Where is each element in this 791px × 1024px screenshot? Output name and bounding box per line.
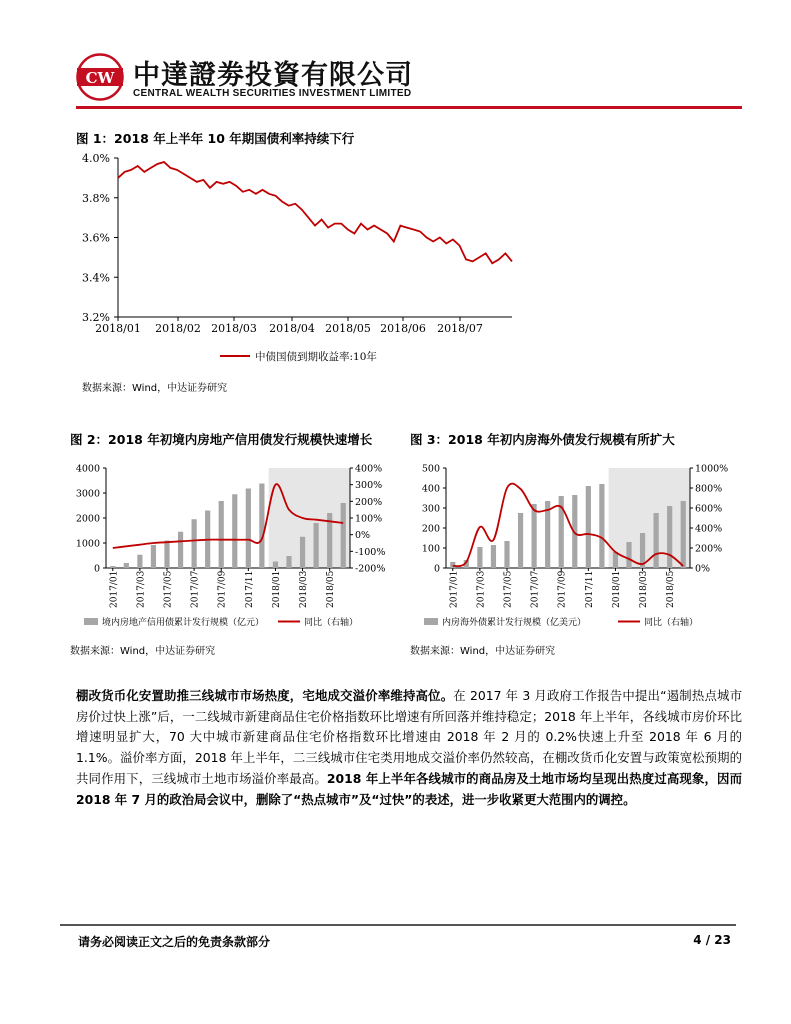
bar (286, 556, 291, 568)
legend-bar-swatch (84, 618, 98, 625)
bar (532, 504, 537, 568)
bar (259, 484, 264, 569)
right-tick-label: 200% (355, 496, 383, 508)
x-tick-label: 2017/05 (503, 570, 514, 608)
logo-text: CW (85, 69, 115, 87)
left-tick-label: 400 (421, 483, 440, 495)
right-tick-label: 600% (695, 503, 723, 515)
paragraph-conclusion: 2018 年上半年各线城市的商品房及土地市场均呈现出热度过高现象，因而 2018 年 7 月的政治局会议中，删除了“热点城市”及“过快”的表述，进一步收紧更大范围内的调控。 (76, 770, 742, 807)
bar (667, 506, 672, 568)
bar (681, 501, 686, 568)
shaded-region (269, 468, 350, 568)
y-tick-label: 3.2% (82, 311, 110, 324)
right-tick-label: 800% (695, 483, 723, 495)
figure2-title: 图 2：2018 年初境内房地产信用债发行规模快速增长 (70, 432, 373, 447)
right-tick-label: 1000% (695, 463, 729, 475)
bar (654, 513, 659, 568)
left-tick-label: 0 (93, 563, 100, 575)
bar (504, 541, 509, 568)
left-tick-label: 300 (421, 503, 440, 515)
x-tick-label: 2017/11 (244, 570, 255, 608)
bar (110, 566, 115, 568)
legend-bar-label: 内房海外债累计发行规模（亿美元） (442, 618, 587, 628)
bar (450, 562, 455, 568)
figure2-source: 数据来源：Wind，中达证券研究 (70, 646, 216, 657)
right-tick-label: -200% (355, 563, 386, 575)
y-tick-label: 3.8% (82, 191, 110, 205)
x-tick-label: 2018/05 (666, 570, 677, 608)
left-tick-label: 0 (433, 563, 440, 575)
body-paragraph (76, 686, 742, 810)
x-tick-label: 2018/05 (326, 570, 337, 608)
bar (246, 489, 251, 569)
left-tick-label: 500 (421, 463, 440, 475)
figure1-line-chart (60, 150, 530, 370)
shaded-region (609, 468, 690, 568)
x-tick-label: 2017/01 (449, 570, 460, 608)
left-tick-label: 200 (421, 523, 440, 535)
yield-series-line (118, 162, 512, 263)
bar (491, 545, 496, 568)
x-tick-label: 2018/01 (95, 322, 141, 335)
legend-bar-swatch (424, 618, 438, 625)
x-tick-label: 2017/03 (476, 570, 487, 608)
bar (219, 501, 224, 568)
y-tick-label: 4.0% (82, 152, 110, 165)
x-tick-label: 2017/05 (163, 570, 174, 608)
x-tick-label: 2018/01 (611, 570, 622, 608)
x-tick-label: 2018/03 (211, 322, 257, 335)
right-tick-label: 200% (695, 543, 723, 555)
bar (164, 541, 169, 569)
left-tick-label: 3000 (75, 488, 100, 500)
x-tick-label: 2017/11 (584, 570, 595, 608)
figure3-combo-chart (400, 458, 740, 636)
paragraph-lead: 棚改货币化安置助推三线城市市场热度，宅地成交溢价率维持高位。 (76, 688, 454, 703)
bar (477, 547, 482, 568)
figure3-source: 数据来源：Wind，中达证券研究 (410, 646, 556, 657)
x-tick-label: 2018/03 (639, 570, 650, 608)
right-tick-label: 400% (355, 463, 383, 475)
x-tick-label: 2018/05 (325, 322, 371, 335)
bar (300, 537, 305, 568)
x-tick-label: 2017/09 (217, 570, 228, 608)
right-tick-label: 100% (355, 513, 383, 525)
x-tick-label: 2018/06 (380, 322, 426, 335)
footer-disclaimer: 请务必阅读正文之后的免责条款部分 (78, 935, 271, 949)
bar (599, 484, 604, 568)
paragraph-body: 在 2017 年 3 月政府工作报告中提出“遏制热点城市房价过快上涨”后，一二线城市新建商品住宅价格指数环比增速有所回落并维持稳定；2018 年上半年，各线城市房价环比增速明显扩大，70 大中城市新建商品住宅价格指数环比增速由 2018 年 2 月的 0.2%快速上升至 2018 年 6 月的 1.1%。溢价率方面，2018 年上半年，二三线城市住宅类用地成交溢价率仍然较高，在棚改货币化安置与政策宽松预期的共同作用下，三线城市土地市场溢价率最高。 (76, 688, 743, 786)
bar (151, 545, 156, 568)
right-tick-label: 300% (355, 480, 383, 492)
bar (586, 486, 591, 568)
x-tick-label: 2018/01 (271, 570, 282, 608)
bar (273, 562, 278, 569)
y-tick-label: 3.6% (82, 231, 110, 245)
x-tick-label: 2017/09 (557, 570, 568, 608)
left-tick-label: 2000 (75, 513, 100, 525)
x-tick-label: 2018/04 (269, 322, 315, 335)
figure2-combo-chart (60, 458, 400, 636)
right-tick-label: 400% (695, 523, 723, 535)
bar (518, 513, 523, 568)
x-tick-label: 2018/03 (299, 570, 310, 608)
header-divider (76, 106, 742, 109)
bar (178, 532, 183, 568)
company-name-cn: 中達證劵投資有限公司 (133, 60, 413, 91)
legend-line-label: 同比（右轴） (304, 618, 359, 628)
company-logo (76, 53, 124, 101)
bar (137, 555, 142, 568)
left-tick-label: 1000 (75, 538, 100, 550)
figure3-title: 图 3：2018 年初内房海外债发行规模有所扩大 (410, 432, 675, 447)
figure1-title: 图 1：2018 年上半年 10 年期国债利率持续下行 (76, 131, 355, 146)
left-tick-label: 4000 (75, 463, 100, 475)
bar (314, 523, 319, 568)
right-tick-label: 0% (355, 530, 371, 542)
bar (626, 542, 631, 568)
x-tick-label: 2017/07 (530, 570, 541, 608)
figure1-source: 数据来源：Wind，中达证券研究 (82, 383, 228, 394)
x-tick-label: 2017/03 (136, 570, 147, 608)
x-tick-label: 2018/07 (437, 322, 483, 335)
legend-line-label: 同比（右轴） (644, 618, 699, 628)
right-tick-label: -100% (355, 546, 386, 558)
bar (341, 503, 346, 568)
left-tick-label: 100 (421, 543, 440, 555)
footer-divider (60, 924, 736, 926)
bar (192, 519, 197, 568)
legend-bar-label: 境内房地产信用债累计发行规模（亿元） (102, 618, 265, 628)
y-tick-label: 3.4% (82, 271, 110, 285)
x-tick-label: 2017/07 (190, 570, 201, 608)
bar (232, 494, 237, 568)
x-tick-label: 2017/01 (109, 570, 120, 608)
bar (124, 563, 129, 568)
company-name-en: CENTRAL WEALTH SECURITIES INVESTMENT LIMITED (133, 88, 412, 99)
page-number: 4 / 23 (693, 933, 731, 947)
legend-label: 中债国债到期收益率:10年 (255, 351, 377, 363)
x-tick-label: 2018/02 (155, 322, 201, 335)
right-tick-label: 0% (695, 563, 711, 575)
bar (613, 552, 618, 568)
